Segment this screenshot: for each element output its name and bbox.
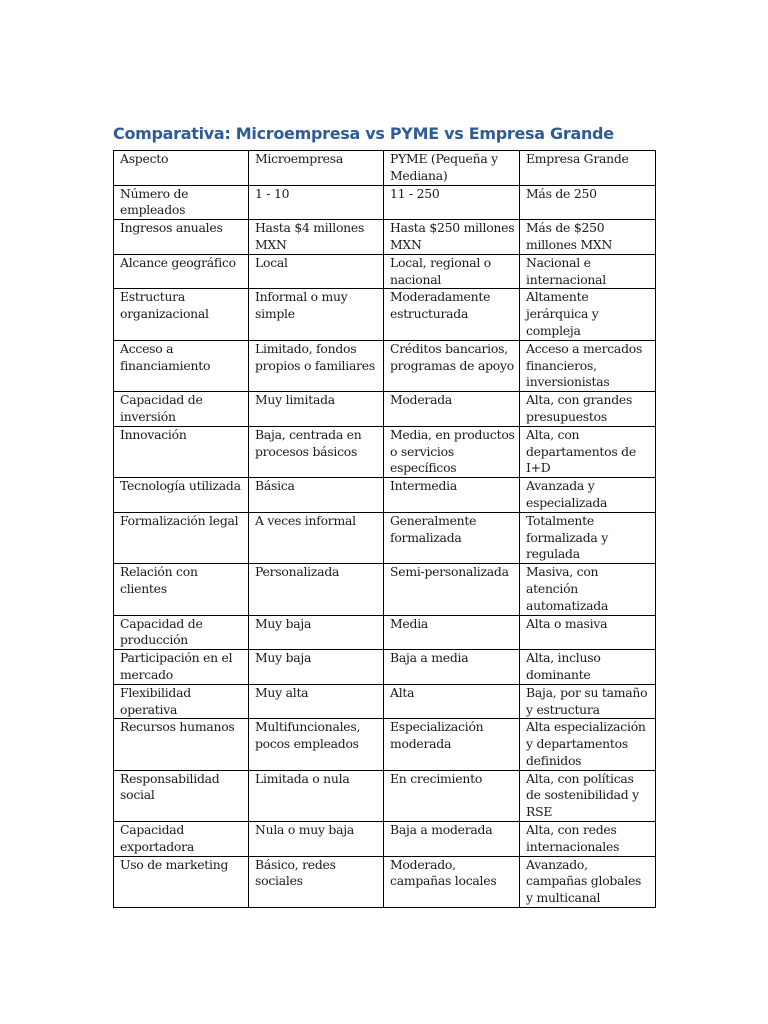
table-cell-microempresa: Hasta $4 millones MXN — [249, 220, 384, 255]
table-cell-pyme: Especialización moderada — [384, 719, 520, 770]
table-row — [114, 512, 656, 563]
table-row — [114, 822, 656, 857]
table-row — [114, 392, 656, 427]
table-cell-empresa-grande: Nacional e internacional — [520, 254, 656, 289]
table-row — [114, 770, 656, 821]
table-cell-aspect: Relación con clientes — [114, 564, 249, 615]
table-row — [114, 615, 656, 650]
table-row — [114, 220, 656, 255]
table-cell-empresa-grande: Alta, con redes internacionales — [520, 822, 656, 857]
document-title: Comparativa: Microempresa vs PYME vs Empresa Grande — [113, 124, 614, 143]
table-cell-aspect: Innovación — [114, 426, 249, 477]
table-cell-pyme: Media — [384, 615, 520, 650]
table-cell-pyme: Moderadamente estructurada — [384, 289, 520, 340]
comparison-table — [113, 150, 656, 908]
table-cell-microempresa: Baja, centrada en procesos básicos — [249, 426, 384, 477]
table-cell-pyme: Moderado, campañas locales — [384, 856, 520, 907]
table-cell-pyme: En crecimiento — [384, 770, 520, 821]
table-row — [114, 289, 656, 340]
table-row — [114, 426, 656, 477]
table-cell-aspect: Estructura organizacional — [114, 289, 249, 340]
table-row — [114, 684, 656, 719]
table-cell-empresa-grande: Avanzada y especializada — [520, 478, 656, 513]
table-row — [114, 340, 656, 391]
table-cell-empresa-grande: Más de 250 — [520, 185, 656, 220]
header-cell-empresa-grande: Empresa Grande — [520, 151, 656, 186]
table-cell-pyme: 11 - 250 — [384, 185, 520, 220]
table-cell-pyme: Baja a media — [384, 650, 520, 685]
table-header-row — [114, 151, 656, 186]
table-row — [114, 185, 656, 220]
table-cell-aspect: Acceso a financiamiento — [114, 340, 249, 391]
table-cell-aspect: Alcance geográfico — [114, 254, 249, 289]
table-cell-microempresa: Muy limitada — [249, 392, 384, 427]
table-cell-pyme: Créditos bancarios, programas de apoyo — [384, 340, 520, 391]
table-cell-empresa-grande: Altamente jerárquica y compleja — [520, 289, 656, 340]
table-cell-microempresa: Muy baja — [249, 650, 384, 685]
table-row — [114, 856, 656, 907]
table-cell-aspect: Capacidad de producción — [114, 615, 249, 650]
table-cell-pyme: Media, en productos o servicios específicos — [384, 426, 520, 477]
table-cell-empresa-grande: Alta, con políticas de sostenibilidad y RSE — [520, 770, 656, 821]
table-cell-microempresa: 1 - 10 — [249, 185, 384, 220]
table-cell-aspect: Recursos humanos — [114, 719, 249, 770]
table-cell-aspect: Flexibilidad operativa — [114, 684, 249, 719]
table-cell-pyme: Local, regional o nacional — [384, 254, 520, 289]
table-cell-aspect: Responsabilidad social — [114, 770, 249, 821]
table-cell-aspect: Formalización legal — [114, 512, 249, 563]
table-row — [114, 254, 656, 289]
table-row — [114, 650, 656, 685]
table-cell-microempresa: Informal o muy simple — [249, 289, 384, 340]
table-cell-empresa-grande: Masiva, con atención automatizada — [520, 564, 656, 615]
table-cell-aspect: Capacidad exportadora — [114, 822, 249, 857]
table-row — [114, 478, 656, 513]
table-cell-pyme: Alta — [384, 684, 520, 719]
table-cell-aspect: Participación en el mercado — [114, 650, 249, 685]
table-cell-microempresa: Básica — [249, 478, 384, 513]
table-cell-microempresa: Muy baja — [249, 615, 384, 650]
table-cell-pyme: Semi-personalizada — [384, 564, 520, 615]
table-cell-microempresa: Local — [249, 254, 384, 289]
table-cell-microempresa: Muy alta — [249, 684, 384, 719]
table-row — [114, 564, 656, 615]
table-cell-empresa-grande: Acceso a mercados financieros, inversionistas — [520, 340, 656, 391]
table-cell-aspect: Uso de marketing — [114, 856, 249, 907]
table-cell-empresa-grande: Más de $250 millones MXN — [520, 220, 656, 255]
table-cell-pyme: Intermedia — [384, 478, 520, 513]
table-cell-microempresa: A veces informal — [249, 512, 384, 563]
table-cell-microempresa: Multifuncionales, pocos empleados — [249, 719, 384, 770]
table-cell-microempresa: Básico, redes sociales — [249, 856, 384, 907]
comparison-table-body — [114, 151, 656, 908]
header-cell-aspecto: Aspecto — [114, 151, 249, 186]
table-cell-aspect: Capacidad de inversión — [114, 392, 249, 427]
table-cell-empresa-grande: Alta, con grandes presupuestos — [520, 392, 656, 427]
table-cell-empresa-grande: Alta, con departamentos de I+D — [520, 426, 656, 477]
table-cell-empresa-grande: Totalmente formalizada y regulada — [520, 512, 656, 563]
table-cell-pyme: Generalmente formalizada — [384, 512, 520, 563]
table-cell-empresa-grande: Avanzado, campañas globales y multicanal — [520, 856, 656, 907]
table-cell-microempresa: Limitada o nula — [249, 770, 384, 821]
table-cell-aspect: Ingresos anuales — [114, 220, 249, 255]
table-cell-empresa-grande: Alta especialización y departamentos definidos — [520, 719, 656, 770]
table-cell-aspect: Número de empleados — [114, 185, 249, 220]
table-cell-microempresa: Nula o muy baja — [249, 822, 384, 857]
table-cell-empresa-grande: Baja, por su tamaño y estructura — [520, 684, 656, 719]
table-cell-empresa-grande: Alta, incluso dominante — [520, 650, 656, 685]
table-cell-microempresa: Personalizada — [249, 564, 384, 615]
table-cell-pyme: Baja a moderada — [384, 822, 520, 857]
header-cell-pyme: PYME (Pequeña y Mediana) — [384, 151, 520, 186]
table-cell-pyme: Hasta $250 millones MXN — [384, 220, 520, 255]
table-cell-pyme: Moderada — [384, 392, 520, 427]
table-cell-empresa-grande: Alta o masiva — [520, 615, 656, 650]
table-cell-microempresa: Limitado, fondos propios o familiares — [249, 340, 384, 391]
header-cell-microempresa: Microempresa — [249, 151, 384, 186]
table-row — [114, 719, 656, 770]
table-cell-aspect: Tecnología utilizada — [114, 478, 249, 513]
